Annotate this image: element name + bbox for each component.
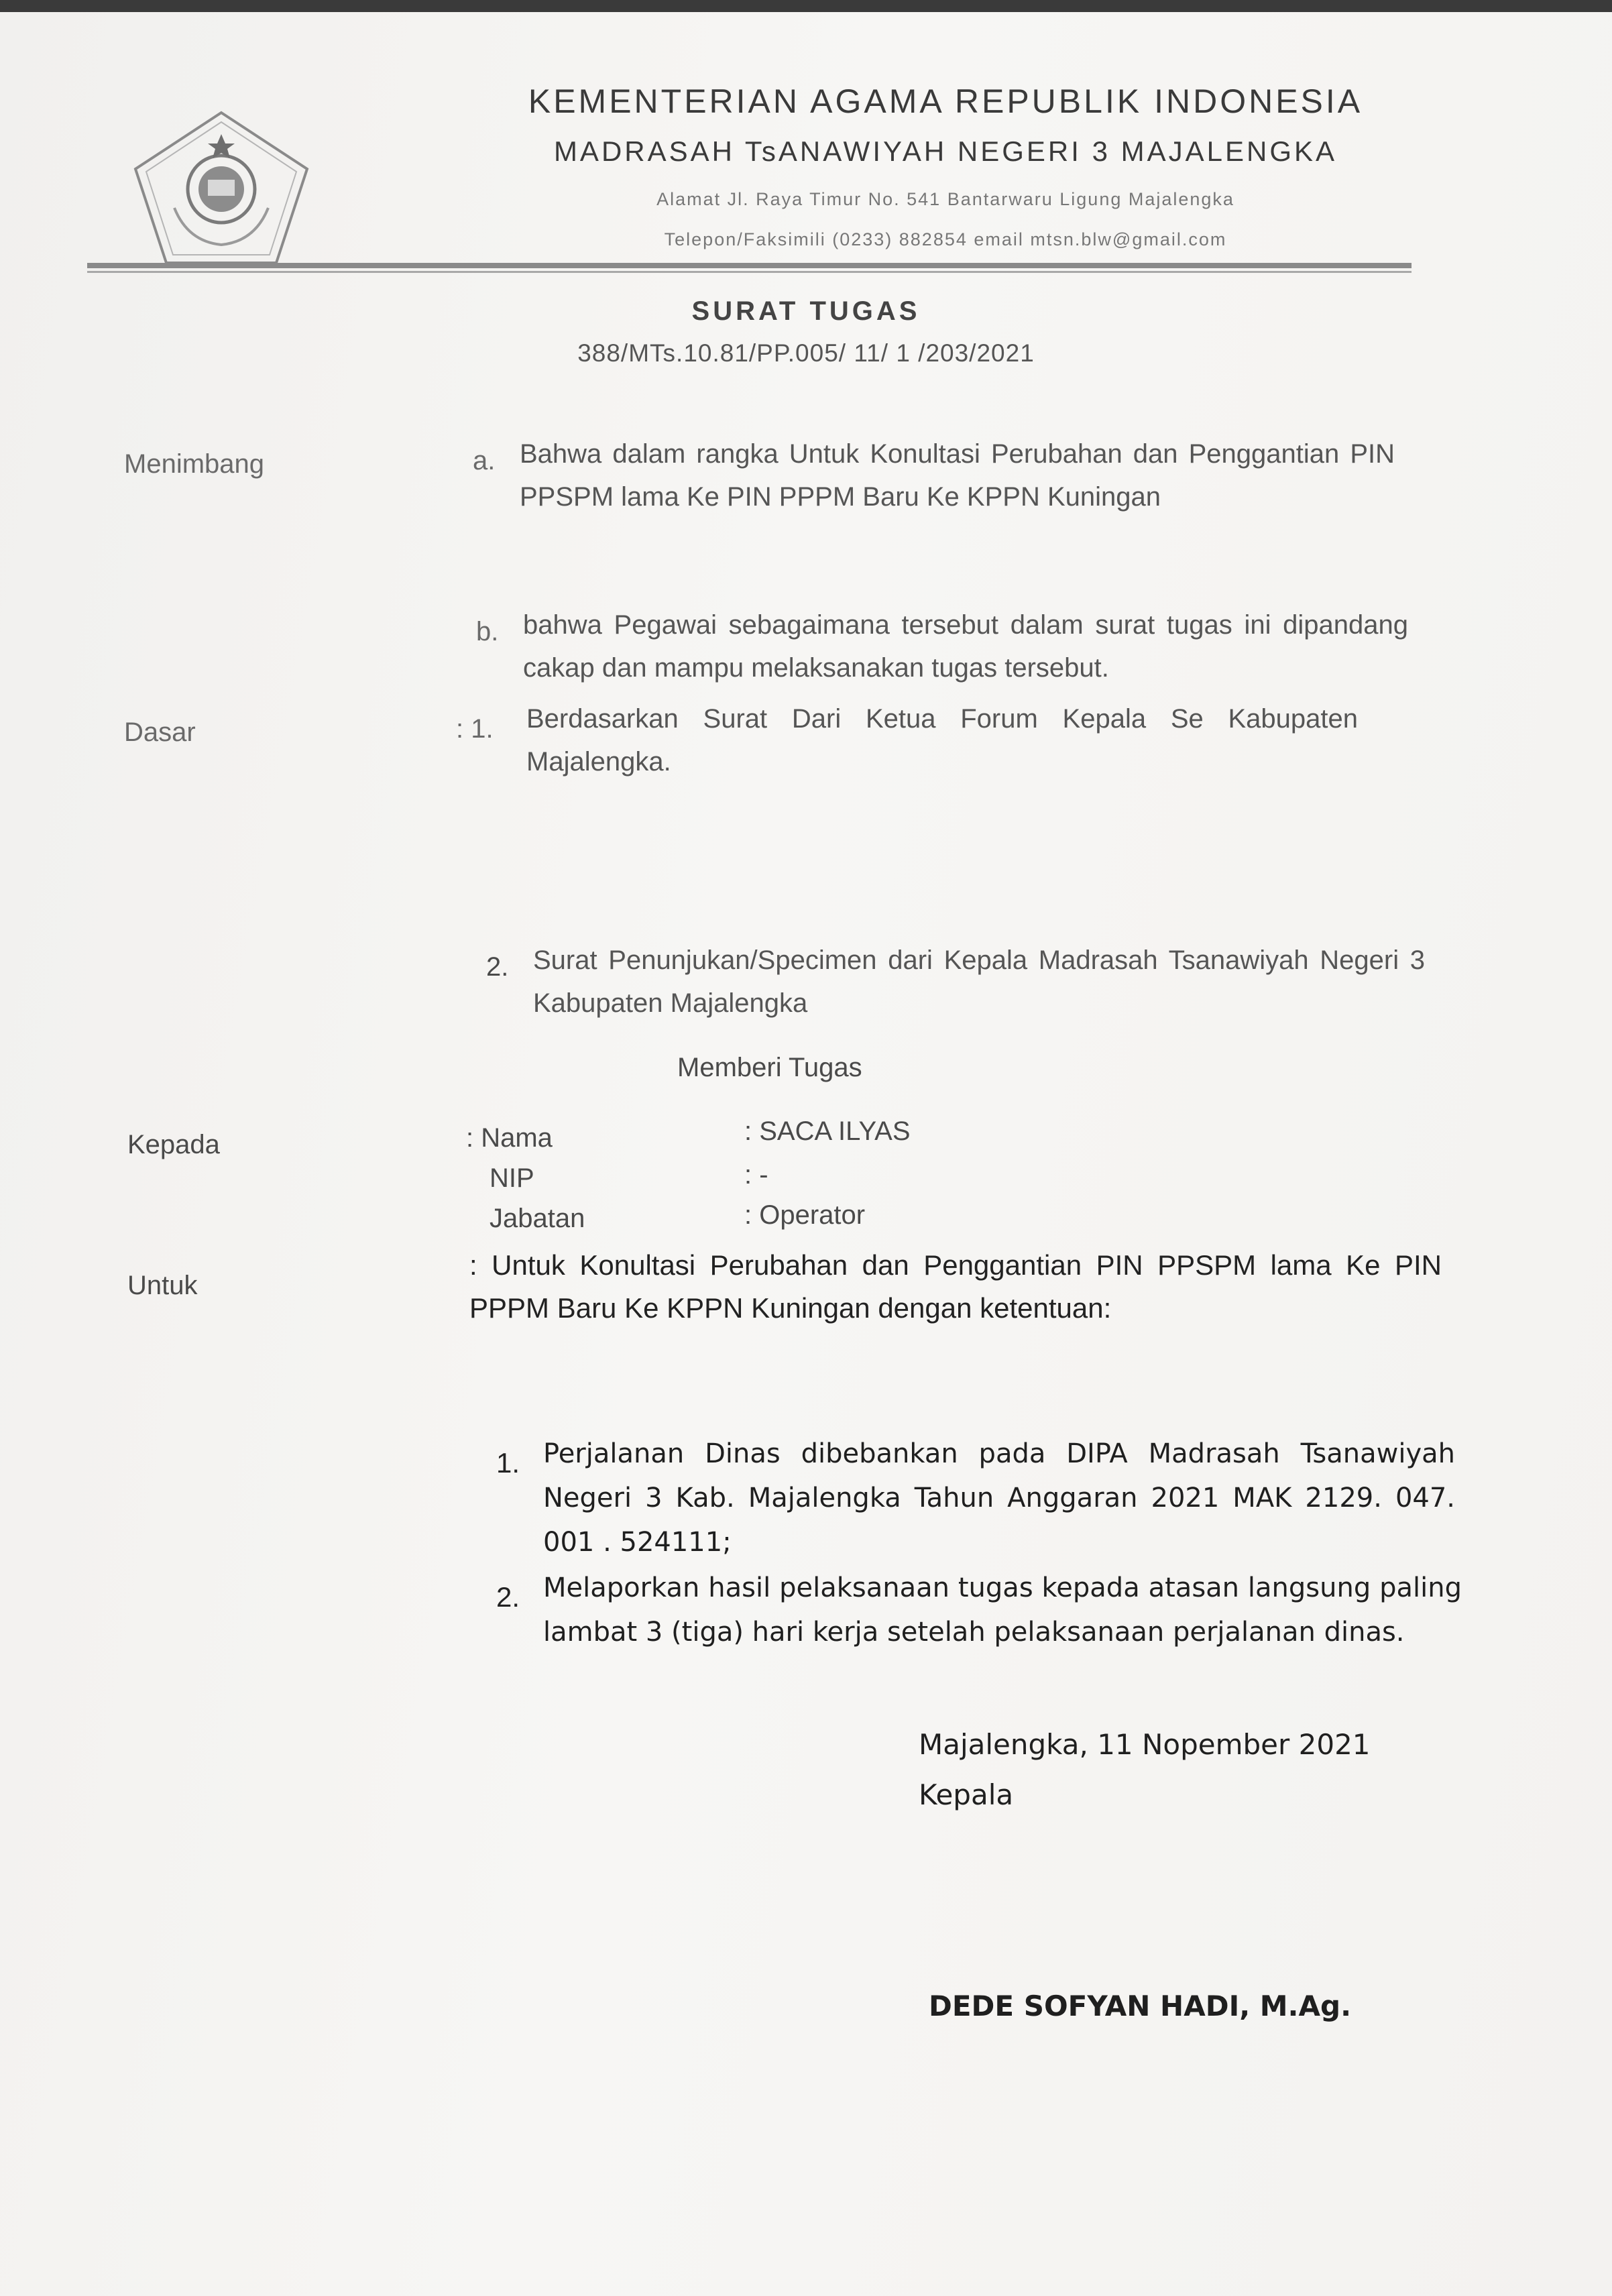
menimbang-a-text: Bahwa dalam rangka Untuk Konultasi Perubahan dan Penggantian PIN PPSPM lama Ke PIN PPPM Baru Ke KPPN Kuningan <box>520 439 1395 512</box>
header-ministry: KEMENTERIAN AGAMA REPUBLIK INDONESIA <box>528 82 1363 120</box>
untuk-text: : Untuk Konultasi Perubahan dan Penggantian PIN PPSPM lama Ke PIN PPPM Baru Ke KPPN Kuningan dengan ketentuan: <box>469 1249 1442 1324</box>
dasar-label: Dasar <box>124 718 196 747</box>
scan-top-edge <box>0 0 1612 12</box>
untuk-item2-marker: 2. <box>496 1581 520 1613</box>
untuk-item1-text: Perjalanan Dinas dibebankan pada DIPA Madrasah Tsanawiyah Negeri 3 Kab. Majalengka Tahun Anggaran 2021 MAK 2129. 047. 001 . 524111; <box>543 1438 1455 1558</box>
letter-number: 388/MTs.10.81/PP.005/ 11/ 1 /203/2021 <box>577 339 1035 367</box>
kepada-jabatan-value: : Operator <box>744 1200 866 1230</box>
kepada-nama-value: : SACA ILYAS <box>744 1116 911 1146</box>
header-address: Alamat Jl. Raya Timur No. 541 Bantarwaru Ligung Majalengka <box>656 189 1234 209</box>
dasar-item1-text: Berdasarkan Surat Dari Ketua Forum Kepala Se Kabupaten Majalengka. <box>526 704 1358 777</box>
dasar-item1-marker: : 1. <box>456 714 494 744</box>
header-school: MADRASAH TsANAWIYAH NEGERI 3 MAJALENGKA <box>553 135 1338 167</box>
kepada-nama-label: : Nama <box>466 1123 553 1153</box>
header-rule-thin <box>87 271 1412 273</box>
untuk-item2-text: Melaporkan hasil pelaksanaan tugas kepada atasan langsung paling lambat 3 (tiga) hari kerja setelah pelaksanaan perjalanan dinas. <box>543 1572 1462 1648</box>
kemenag-emblem-icon <box>127 107 315 268</box>
signature-position: Kepala <box>919 1778 1014 1811</box>
header-rule-thick <box>87 263 1412 268</box>
menimbang-b-marker: b. <box>476 617 499 646</box>
menimbang-label: Menimbang <box>124 449 265 479</box>
kepada-jabatan-label: Jabatan <box>490 1204 585 1233</box>
dasar-item2-text: Surat Penunjukan/Specimen dari Kepala Madrasah Tsanawiyah Negeri 3 Kabupaten Majalengka <box>533 945 1425 1018</box>
kepada-nip-value: : - <box>744 1160 768 1190</box>
signature-place-date: Majalengka, 11 Nopember 2021 <box>919 1728 1371 1761</box>
header-contact: Telepon/Faksimili (0233) 882854 email mtsn.blw@gmail.com <box>664 229 1227 249</box>
untuk-label: Untuk <box>127 1271 198 1300</box>
signature-name: DEDE SOFYAN HADI, M.Ag. <box>929 1990 1352 2022</box>
memberi-tugas-heading: Memberi Tugas <box>677 1053 862 1082</box>
dasar-item2-marker: 2. <box>486 952 509 982</box>
kepada-nip-label: NIP <box>490 1163 534 1193</box>
kepada-label: Kepada <box>127 1130 220 1159</box>
menimbang-b-text: bahwa Pegawai sebagaimana tersebut dalam surat tugas ini dipandang cakap dan mampu melaksanakan tugas tersebut. <box>523 610 1408 683</box>
untuk-item1-marker: 1. <box>496 1447 520 1479</box>
letter-title: SURAT TUGAS <box>691 296 921 326</box>
menimbang-a-marker: a. <box>473 446 496 475</box>
